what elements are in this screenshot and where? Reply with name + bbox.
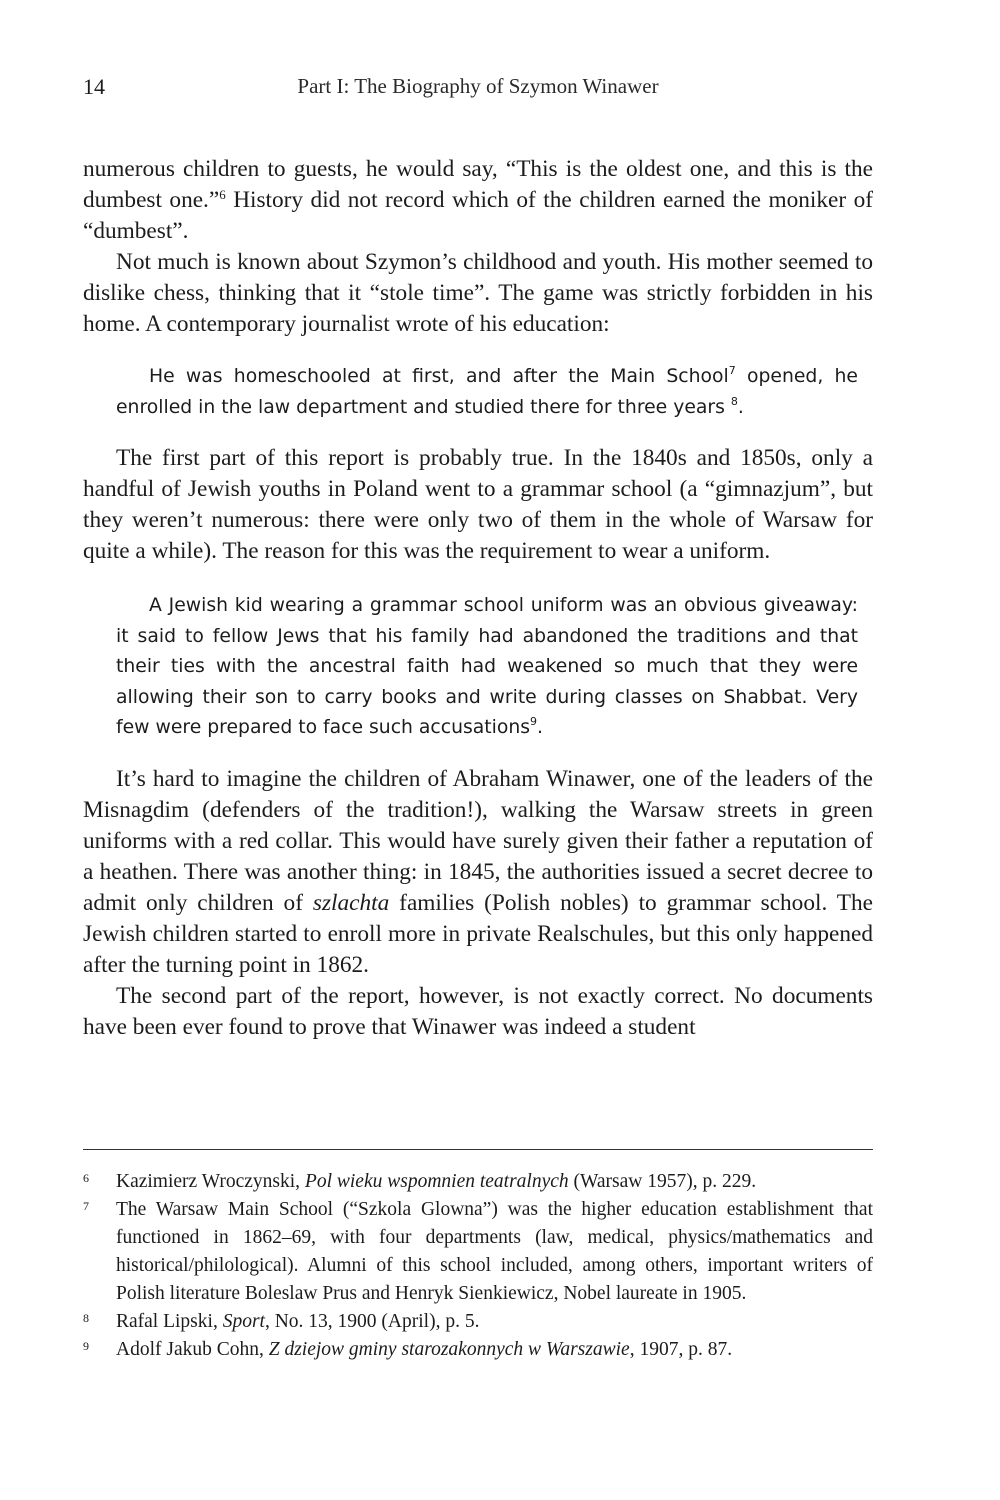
paragraph-1-text-a: numerous children to guests, he would say, “This is the oldest one, and this is the dumbest one.” (83, 156, 873, 213)
paragraph-1 (83, 154, 873, 247)
paragraph-5: The second part of the report, however, is not exactly correct. No documents have been ever found to prove that Winawer was indeed a student (83, 982, 873, 1040)
footnote-text: The Warsaw Main School (“Szkola Glowna”) was the higher education establishment that functioned in 1862–69, with four departments (law, medical, physics/mathematics and historical/philological). Alumni of this school included, among others, important writers of Polish literature Boleslaw Prus and Henryk Sienkiewicz, Nobel laureate in 1905. (116, 1199, 873, 1304)
quote-1-text-a: He was homeschooled at first, and after the Main School (149, 366, 729, 387)
paragraph-4-text-b: families (Polish nobles) to grammar school. The Jewish children started to enroll more in private Realschules, but this only happened after the turning point in 1862. (83, 889, 873, 978)
quote-1-text-b: opened, he enrolled in the law department and studied there for three years (116, 366, 858, 418)
footnote-8 (83, 1308, 873, 1336)
footnote-text: Rafal Lipski, Sport, No. 13, 1900 (April), p. 5. (116, 1311, 480, 1332)
footnote-ref-7[interactable]: 7 (728, 364, 736, 377)
footnote-number: 9 (83, 1339, 89, 1353)
paragraph-4-italic-term: szlachta (312, 889, 390, 916)
footnote-7 (83, 1196, 873, 1308)
block-quote-2 (116, 591, 858, 744)
footnote-text: Adolf Jakub Cohn, Z dziejow gminy starozakonnych w Warszawie, 1907, p. 87. (116, 1339, 733, 1360)
body-text (83, 154, 873, 1043)
paragraph-1-text-b: History did not record which of the children earned the moniker of “dumbest”. (83, 187, 873, 244)
paragraph-4 (83, 764, 873, 981)
paragraph-3: The first part of this report is probably true. In the 1840s and 1850s, only a handful of Jewish youths in Poland went to a grammar school (a “gimnazjum”, but they weren’t numerous: there were only two of them in the whole of Warsaw for quite a while). The reason for this was the requirement to wear a uniform. (83, 445, 873, 564)
block-quote-1 (116, 362, 858, 423)
footnote-ref-6[interactable]: 6 (219, 187, 226, 202)
quote-1-text-c: . (737, 396, 744, 418)
block-quote-2-text (116, 591, 858, 744)
block-quote-1-text (116, 362, 858, 423)
page-number: 14 (83, 74, 105, 99)
footnote-ref-8[interactable]: 8 (730, 394, 738, 408)
footnote-text: Kazimierz Wroczynski, Pol wieku wspomnien teatralnych (Warsaw 1957), p. 229. (116, 1171, 757, 1192)
footnote-ref-9[interactable]: 9 (530, 715, 538, 728)
footnote-9 (83, 1336, 873, 1364)
footnotes (83, 1168, 873, 1364)
footnote-rule (83, 1149, 873, 1150)
paragraph-4-text-a: It’s hard to imagine the children of Abraham Winawer, one of the leaders of the Misnagdim (defenders of the tradition!), walking the Warsaw streets in green uniforms with a red collar. This would have surely given their father a reputation of a heathen. There was another thing: in 1845, the authorities issued a secret decree to admit only children of (83, 765, 873, 916)
footnote-number: 8 (83, 1311, 89, 1325)
quote-2-text-a: A Jewish kid wearing a grammar school uniform was an obvious giveaway: it said to fellow Jews that his family had abandoned the traditions and that their ties with the ancestral faith had weakened so much that they were allowing their son to carry books and write during classes on Shabbat. Very few were prepared to face such accusations (116, 595, 858, 738)
footnote-number: 7 (83, 1199, 89, 1213)
footnote-6 (83, 1168, 873, 1196)
paragraph-2: Not much is known about Szymon’s childhood and youth. His mother seemed to dislike chess, thinking that it “stole time”. The game was strictly forbidden in his home. A contemporary journalist wrote of his education: (83, 249, 873, 337)
running-head: Part I: The Biography of Szymon Winawer (297, 74, 659, 98)
footnote-number: 6 (83, 1171, 89, 1185)
quote-2-text-b: . (537, 717, 544, 738)
